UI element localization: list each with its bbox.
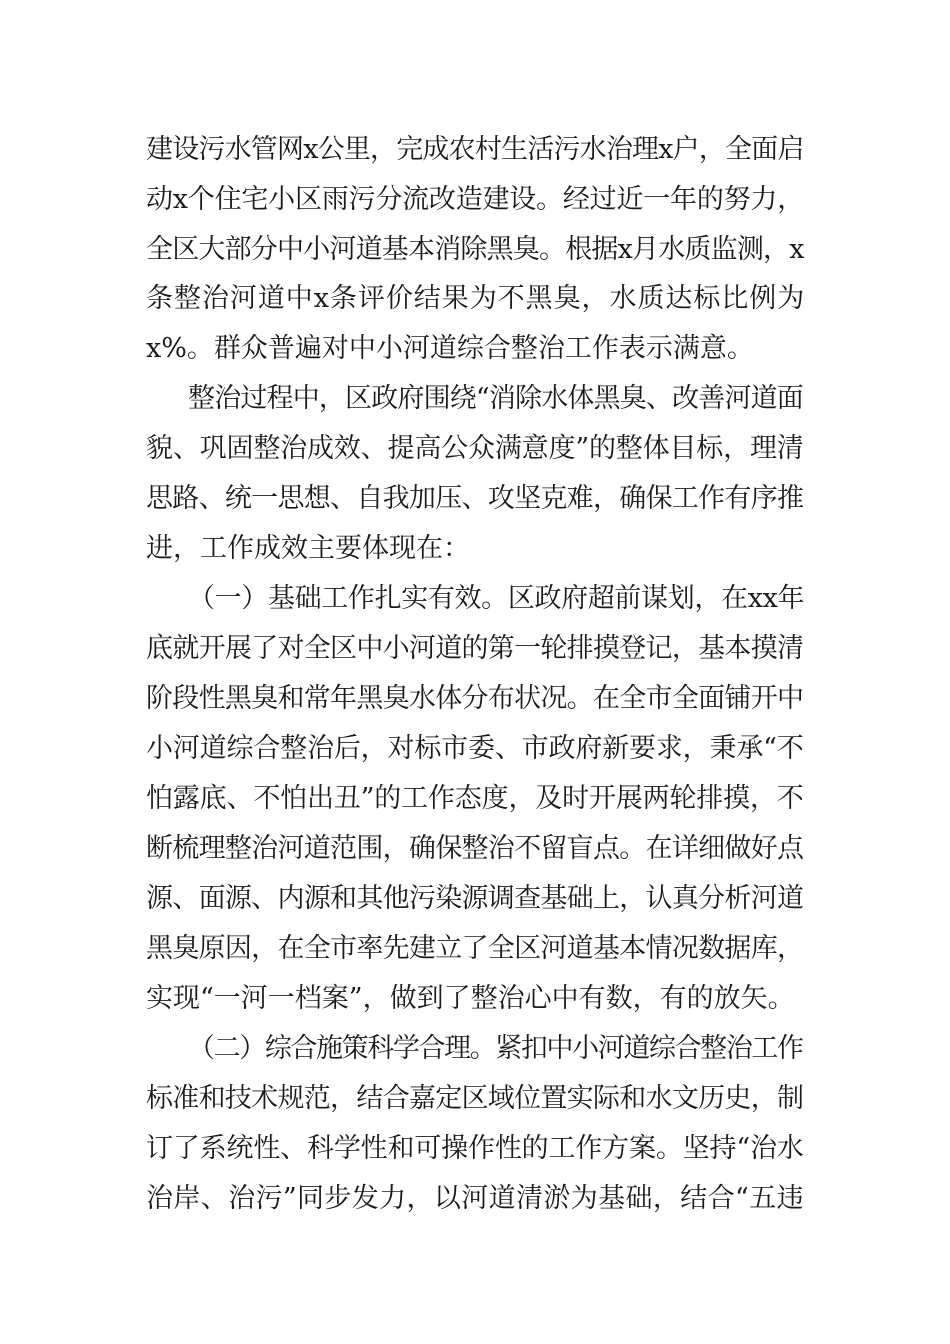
paragraph-first-line: 整治过程中，区政府围绕“消除水体黑臭、改善河道面 bbox=[188, 383, 803, 414]
text-line: 貌、巩固整治成效、提高公众满意度”的整体目标，理清 bbox=[146, 433, 804, 464]
text-line: 思路、统一思想、自我加压、攻坚克难，确保工作有序推 bbox=[146, 483, 804, 514]
section-heading-line: （一）基础工作扎实有效。区政府超前谋划，在xx年 bbox=[188, 583, 805, 614]
text-line: 订了系统性、科学性和可操作性的工作方案。坚持“治水 bbox=[146, 1133, 804, 1164]
text-line: 怕露底、不怕出丑”的工作态度，及时开展两轮排摸，不 bbox=[146, 783, 804, 814]
text-line: 源、面源、内源和其他污染源调查基础上，认真分析河道 bbox=[146, 883, 804, 914]
text-line: 条整治河道中x条评价结果为不黑臭，水质达标比例为 bbox=[146, 283, 806, 314]
text-line: 标准和技术规范，结合嘉定区域位置实际和水文历史，制 bbox=[146, 1083, 804, 1114]
text-line: 治岸、治污”同步发力，以河道清淤为基础，结合“五违 bbox=[146, 1183, 804, 1214]
text-line: 进，工作成效主要体现在： bbox=[146, 533, 470, 564]
text-line: x%。群众普遍对中小河道综合整治工作表示满意。 bbox=[146, 333, 754, 364]
text-line: 建设污水管网x公里，完成农村生活污水治理x户，全面启 bbox=[146, 134, 804, 165]
text-line: 动x个住宅小区雨污分流改造建设。经过近一年的努力， bbox=[146, 184, 805, 215]
text-line: 实现“一河一档案”，做到了整治心中有数，有的放矢。 bbox=[146, 983, 795, 1014]
text-line: 全区大部分中小河道基本消除黑臭。根据x月水质监测，x bbox=[146, 234, 804, 265]
text-line: 断梳理整治河道范围，确保整治不留盲点。在详细做好点 bbox=[146, 833, 804, 864]
section-heading-line: （二）综合施策科学合理。紧扣中小河道综合整治工作 bbox=[188, 1033, 803, 1064]
text-line: 阶段性黑臭和常年黑臭水体分布状况。在全市全面铺开中 bbox=[146, 683, 804, 714]
text-line: 小河道综合整治后，对标市委、市政府新要求，秉承“不 bbox=[146, 733, 804, 764]
text-line: 黑臭原因，在全市率先建立了全区河道基本情况数据库， bbox=[146, 933, 804, 964]
text-line: 底就开展了对全区中小河道的第一轮排摸登记，基本摸清 bbox=[146, 633, 804, 664]
